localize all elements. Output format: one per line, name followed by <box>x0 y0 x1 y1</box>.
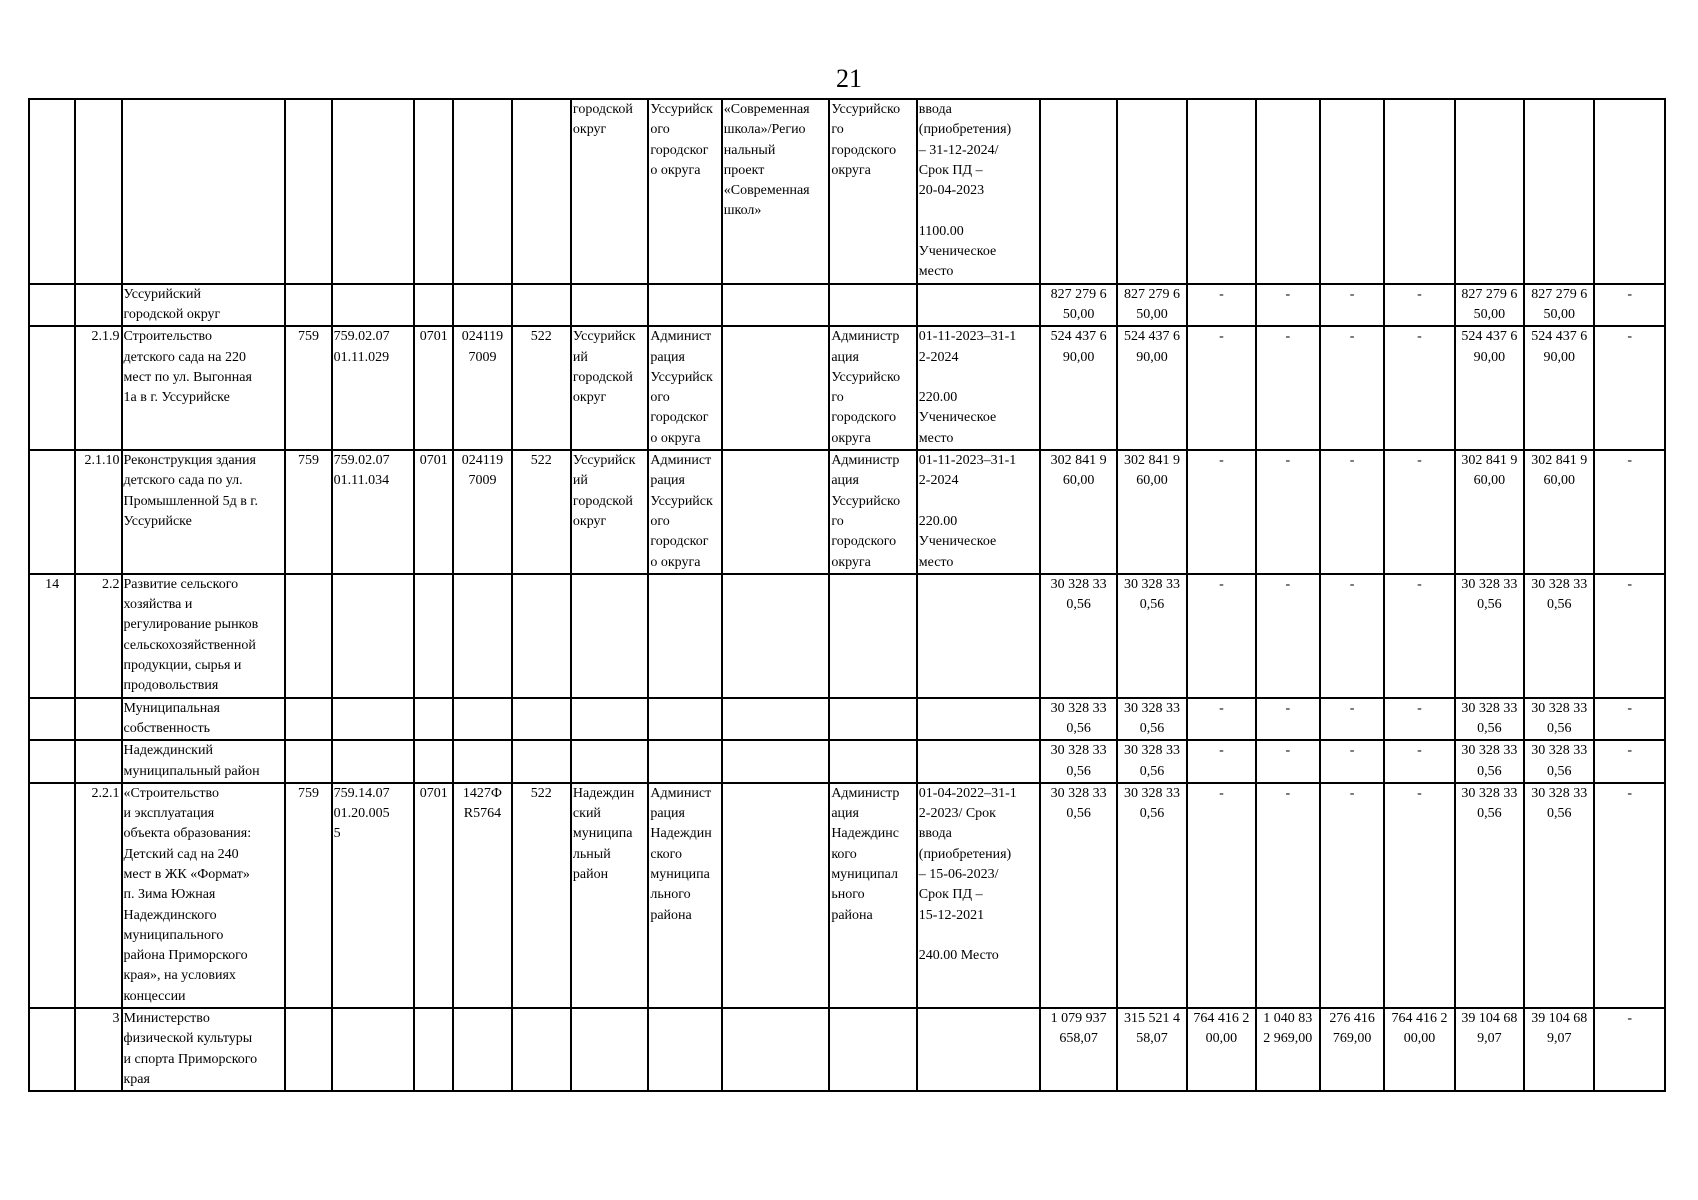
year-amount-cell: 302 841 9 60,00 <box>1117 450 1187 574</box>
item-code-cell: 2.1.10 <box>75 450 121 574</box>
grbs-code-cell <box>285 574 331 698</box>
term-capacity-cell: 01-04-2022–31-1 2-2023/ Срок ввода (приобретения) – 15-06-2023/ Срок ПД – 15-12-2021 240.00 Место <box>917 783 1041 1008</box>
local-budget-cell-2: 30 328 33 0,56 <box>1524 574 1594 698</box>
expense-type-cell <box>512 284 571 327</box>
local-budget-cell-2: 30 328 33 0,56 <box>1524 783 1594 1008</box>
total-amount-cell: 1 079 937 658,07 <box>1040 1008 1116 1091</box>
row-number-cell: 14 <box>29 574 75 698</box>
year-amount-cell: 30 328 33 0,56 <box>1117 574 1187 698</box>
developer-cell <box>829 284 916 327</box>
other-sources-cell: - <box>1594 783 1665 1008</box>
developer-cell: Администр ация Уссурийско го городского округа <box>829 326 916 450</box>
kcsr-code-cell: 759.02.07 01.11.029 <box>332 326 414 450</box>
table-row <box>29 99 1665 284</box>
local-budget-cell: 827 279 6 50,00 <box>1455 284 1524 327</box>
customer-cell: Уссурийск ого городског о округа <box>648 99 721 284</box>
item-code-cell <box>75 740 121 783</box>
item-name-cell: Уссурийский городской округ <box>122 284 286 327</box>
expense-type-cell <box>512 698 571 741</box>
regional-budget-cell: - <box>1320 740 1384 783</box>
regional-budget-cell: - <box>1320 284 1384 327</box>
total-amount-cell: 30 328 33 0,56 <box>1040 783 1116 1008</box>
section-code-cell: 0701 <box>414 326 453 450</box>
table-row <box>29 1008 1665 1091</box>
customer-cell <box>648 284 721 327</box>
term-capacity-cell <box>917 740 1041 783</box>
item-code-cell <box>75 698 121 741</box>
local-budget-cell: 39 104 68 9,07 <box>1455 1008 1524 1091</box>
section-code-cell: 0701 <box>414 450 453 574</box>
item-code-cell <box>75 284 121 327</box>
expense-type-cell: 522 <box>512 783 571 1008</box>
national-project-cell <box>722 284 830 327</box>
federal-budget-cell-2: - <box>1256 698 1320 741</box>
other-sources-cell: - <box>1594 284 1665 327</box>
target-article-cell <box>453 99 511 284</box>
regional-budget-cell-2: 764 416 2 00,00 <box>1384 1008 1454 1091</box>
local-budget-cell-2: 39 104 68 9,07 <box>1524 1008 1594 1091</box>
table-row <box>29 783 1665 1008</box>
regional-budget-cell-2: - <box>1384 574 1454 698</box>
local-budget-cell-2: 30 328 33 0,56 <box>1524 698 1594 741</box>
section-code-cell <box>414 284 453 327</box>
developer-cell <box>829 740 916 783</box>
regional-budget-cell: - <box>1320 783 1384 1008</box>
term-capacity-cell <box>917 698 1041 741</box>
year-amount-cell: 30 328 33 0,56 <box>1117 740 1187 783</box>
table-row <box>29 450 1665 574</box>
municipality-cell <box>571 1008 648 1091</box>
table-row <box>29 698 1665 741</box>
item-name-cell: «Строительство и эксплуатация объекта образования: Детский сад на 240 мест в ЖК «Формат» п. Зима Южная Надеждинского муниципального района Приморского края», на условиях концессии <box>122 783 286 1008</box>
federal-budget-cell-2: - <box>1256 284 1320 327</box>
customer-cell <box>648 574 721 698</box>
municipality-cell: Надеждин ский муниципа льный район <box>571 783 648 1008</box>
other-sources-cell: - <box>1594 326 1665 450</box>
national-project-cell <box>722 1008 830 1091</box>
federal-budget-cell: - <box>1187 740 1255 783</box>
grbs-code-cell <box>285 99 331 284</box>
local-budget-cell-2: 827 279 6 50,00 <box>1524 284 1594 327</box>
item-code-cell: 2.2 <box>75 574 121 698</box>
national-project-cell <box>722 783 830 1008</box>
federal-budget-cell-2: - <box>1256 783 1320 1008</box>
total-amount-cell: 302 841 9 60,00 <box>1040 450 1116 574</box>
regional-budget-cell: 276 416 769,00 <box>1320 1008 1384 1091</box>
grbs-code-cell: 759 <box>285 326 331 450</box>
national-project-cell <box>722 698 830 741</box>
expense-type-cell <box>512 574 571 698</box>
year-amount-cell: 30 328 33 0,56 <box>1117 783 1187 1008</box>
developer-cell: Уссурийско го городского округа <box>829 99 916 284</box>
municipality-cell <box>571 698 648 741</box>
local-budget-cell: 30 328 33 0,56 <box>1455 698 1524 741</box>
total-amount-cell <box>1040 99 1116 284</box>
other-sources-cell: - <box>1594 698 1665 741</box>
target-article-cell <box>453 574 511 698</box>
grbs-code-cell: 759 <box>285 450 331 574</box>
municipality-cell: городской округ <box>571 99 648 284</box>
local-budget-cell-2: 302 841 9 60,00 <box>1524 450 1594 574</box>
federal-budget-cell: - <box>1187 698 1255 741</box>
table-row <box>29 740 1665 783</box>
item-name-cell: Развитие сельского хозяйства и регулирование рынков сельскохозяйственной продукции, сырья и продовольствия <box>122 574 286 698</box>
developer-cell: Администр ация Надеждинс кого муниципал ьного района <box>829 783 916 1008</box>
other-sources-cell: - <box>1594 1008 1665 1091</box>
local-budget-cell: 30 328 33 0,56 <box>1455 574 1524 698</box>
year-amount-cell: 315 521 4 58,07 <box>1117 1008 1187 1091</box>
item-code-cell <box>75 99 121 284</box>
row-number-cell <box>29 326 75 450</box>
target-article-cell: 024119 7009 <box>453 450 511 574</box>
kcsr-code-cell: 759.14.07 01.20.005 5 <box>332 783 414 1008</box>
customer-cell <box>648 740 721 783</box>
row-number-cell <box>29 99 75 284</box>
federal-budget-cell-2: - <box>1256 740 1320 783</box>
municipality-cell <box>571 284 648 327</box>
section-code-cell <box>414 740 453 783</box>
expense-type-cell <box>512 740 571 783</box>
item-code-cell: 3 <box>75 1008 121 1091</box>
municipality-cell <box>571 574 648 698</box>
kcsr-code-cell <box>332 574 414 698</box>
expense-type-cell: 522 <box>512 326 571 450</box>
total-amount-cell: 30 328 33 0,56 <box>1040 698 1116 741</box>
federal-budget-cell: - <box>1187 326 1255 450</box>
regional-budget-cell: - <box>1320 326 1384 450</box>
total-amount-cell: 827 279 6 50,00 <box>1040 284 1116 327</box>
row-number-cell <box>29 284 75 327</box>
item-name-cell: Министерство физической культуры и спорта Приморского края <box>122 1008 286 1091</box>
customer-cell <box>648 1008 721 1091</box>
municipality-cell: Уссурийск ий городской округ <box>571 326 648 450</box>
developer-cell: Администр ация Уссурийско го городского округа <box>829 450 916 574</box>
grbs-code-cell <box>285 698 331 741</box>
local-budget-cell: 30 328 33 0,56 <box>1455 740 1524 783</box>
national-project-cell <box>722 450 830 574</box>
federal-budget-cell-2: 1 040 83 2 969,00 <box>1256 1008 1320 1091</box>
total-amount-cell: 30 328 33 0,56 <box>1040 574 1116 698</box>
municipality-cell: Уссурийск ий городской округ <box>571 450 648 574</box>
term-capacity-cell <box>917 1008 1041 1091</box>
other-sources-cell: - <box>1594 450 1665 574</box>
row-number-cell <box>29 698 75 741</box>
section-code-cell <box>414 574 453 698</box>
expense-type-cell <box>512 99 571 284</box>
regional-budget-cell-2: - <box>1384 698 1454 741</box>
developer-cell <box>829 574 916 698</box>
local-budget-cell: 302 841 9 60,00 <box>1455 450 1524 574</box>
item-code-cell: 2.1.9 <box>75 326 121 450</box>
grbs-code-cell <box>285 1008 331 1091</box>
customer-cell: Админист рация Уссурийск ого городског о округа <box>648 326 721 450</box>
regional-budget-cell-2 <box>1384 99 1454 284</box>
kcsr-code-cell <box>332 99 414 284</box>
federal-budget-cell: - <box>1187 284 1255 327</box>
national-project-cell <box>722 740 830 783</box>
section-code-cell: 0701 <box>414 783 453 1008</box>
customer-cell: Админист рация Надеждин ского муниципа льного района <box>648 783 721 1008</box>
other-sources-cell: - <box>1594 574 1665 698</box>
item-name-cell: Надеждинский муниципальный район <box>122 740 286 783</box>
grbs-code-cell: 759 <box>285 783 331 1008</box>
section-code-cell <box>414 1008 453 1091</box>
developer-cell <box>829 698 916 741</box>
section-code-cell <box>414 698 453 741</box>
table-row <box>29 574 1665 698</box>
federal-budget-cell: 764 416 2 00,00 <box>1187 1008 1255 1091</box>
other-sources-cell <box>1594 99 1665 284</box>
federal-budget-cell <box>1187 99 1255 284</box>
regional-budget-cell-2: - <box>1384 740 1454 783</box>
total-amount-cell: 524 437 6 90,00 <box>1040 326 1116 450</box>
year-amount-cell: 30 328 33 0,56 <box>1117 698 1187 741</box>
regional-budget-cell: - <box>1320 574 1384 698</box>
regional-budget-cell <box>1320 99 1384 284</box>
table-body <box>29 99 1665 1091</box>
item-name-cell: Муниципальная собственность <box>122 698 286 741</box>
federal-budget-cell: - <box>1187 783 1255 1008</box>
regional-budget-cell-2: - <box>1384 450 1454 574</box>
budget-table <box>28 98 1666 1092</box>
developer-cell <box>829 1008 916 1091</box>
term-capacity-cell: ввода (приобретения) – 31-12-2024/ Срок ПД – 20-04-2023 1100.00 Ученическое место <box>917 99 1041 284</box>
kcsr-code-cell <box>332 740 414 783</box>
row-number-cell <box>29 783 75 1008</box>
item-name-cell: Строительство детского сада на 220 мест по ул. Выгонная 1а в г. Уссурийске <box>122 326 286 450</box>
year-amount-cell: 827 279 6 50,00 <box>1117 284 1187 327</box>
customer-cell <box>648 698 721 741</box>
target-article-cell <box>453 1008 511 1091</box>
grbs-code-cell <box>285 740 331 783</box>
customer-cell: Админист рация Уссурийск ого городског о округа <box>648 450 721 574</box>
expense-type-cell <box>512 1008 571 1091</box>
expense-type-cell: 522 <box>512 450 571 574</box>
federal-budget-cell-2 <box>1256 99 1320 284</box>
item-name-cell: Реконструкция здания детского сада по ул. Промышленной 5д в г. Уссурийске <box>122 450 286 574</box>
national-project-cell <box>722 574 830 698</box>
local-budget-cell-2 <box>1524 99 1594 284</box>
kcsr-code-cell: 759.02.07 01.11.034 <box>332 450 414 574</box>
total-amount-cell: 30 328 33 0,56 <box>1040 740 1116 783</box>
federal-budget-cell: - <box>1187 450 1255 574</box>
section-code-cell <box>414 99 453 284</box>
page-number: 21 <box>836 64 862 93</box>
regional-budget-cell: - <box>1320 450 1384 574</box>
federal-budget-cell-2: - <box>1256 326 1320 450</box>
kcsr-code-cell <box>332 698 414 741</box>
item-name-cell <box>122 99 286 284</box>
national-project-cell: «Современная школа»/Регио нальный проект «Современная школ» <box>722 99 830 284</box>
regional-budget-cell-2: - <box>1384 284 1454 327</box>
other-sources-cell: - <box>1594 740 1665 783</box>
row-number-cell <box>29 740 75 783</box>
target-article-cell: 1427Ф R5764 <box>453 783 511 1008</box>
federal-budget-cell: - <box>1187 574 1255 698</box>
local-budget-cell <box>1455 99 1524 284</box>
target-article-cell <box>453 284 511 327</box>
year-amount-cell: 524 437 6 90,00 <box>1117 326 1187 450</box>
local-budget-cell: 30 328 33 0,56 <box>1455 783 1524 1008</box>
target-article-cell <box>453 740 511 783</box>
local-budget-cell-2: 30 328 33 0,56 <box>1524 740 1594 783</box>
table-row <box>29 284 1665 327</box>
table-row <box>29 326 1665 450</box>
local-budget-cell: 524 437 6 90,00 <box>1455 326 1524 450</box>
row-number-cell <box>29 1008 75 1091</box>
regional-budget-cell-2: - <box>1384 783 1454 1008</box>
target-article-cell: 024119 7009 <box>453 326 511 450</box>
year-amount-cell <box>1117 99 1187 284</box>
local-budget-cell-2: 524 437 6 90,00 <box>1524 326 1594 450</box>
regional-budget-cell-2: - <box>1384 326 1454 450</box>
kcsr-code-cell <box>332 1008 414 1091</box>
item-code-cell: 2.2.1 <box>75 783 121 1008</box>
term-capacity-cell <box>917 574 1041 698</box>
municipality-cell <box>571 740 648 783</box>
row-number-cell <box>29 450 75 574</box>
grbs-code-cell <box>285 284 331 327</box>
kcsr-code-cell <box>332 284 414 327</box>
target-article-cell <box>453 698 511 741</box>
federal-budget-cell-2: - <box>1256 574 1320 698</box>
federal-budget-cell-2: - <box>1256 450 1320 574</box>
regional-budget-cell: - <box>1320 698 1384 741</box>
term-capacity-cell: 01-11-2023–31-1 2-2024 220.00 Ученическое место <box>917 450 1041 574</box>
national-project-cell <box>722 326 830 450</box>
term-capacity-cell <box>917 284 1041 327</box>
term-capacity-cell: 01-11-2023–31-1 2-2024 220.00 Ученическое место <box>917 326 1041 450</box>
